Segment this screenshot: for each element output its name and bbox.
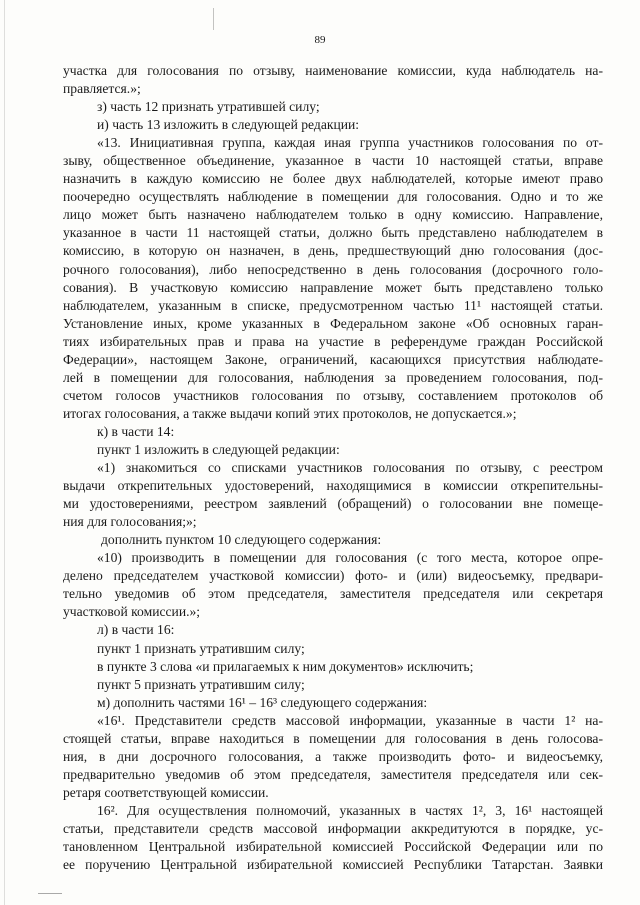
text-line: 16². Для осуществления полномочий, указанных в частях 1², 3, 16¹ настоящей: [97, 802, 603, 818]
text-line: «10) производить в помещении для голосования (с того места, которое опре-: [97, 550, 603, 566]
text-line: ния для голосования;»;: [63, 514, 197, 530]
text-line: выдачи открепительных удостоверений, находящимися в комиссии открепительны-: [63, 478, 603, 494]
text-line: ее поручению Центральной избирательной комиссией Республики Татарстан. Заявки: [63, 857, 603, 873]
text-line: «16¹. Представители средств массовой информации, указанные в части 1² на-: [97, 712, 603, 728]
text-line: зыву, общественное объединение, указанное в части 10 настоящей статьи, вправе: [63, 153, 603, 169]
text-line: правляется.»;: [63, 81, 141, 97]
text-line: л) в части 16:: [97, 622, 175, 638]
text-line: участка для голосования по отзыву, наименование комиссии, куда наблюдатель на-: [63, 63, 603, 78]
text-line: пункт 1 изложить в следующей редакции:: [97, 441, 340, 457]
text-line: делено председателем участковой комиссии) фото- и (или) видеосъемку, предвари-: [63, 568, 603, 584]
text-line: Установление иных, кроме указанных в Федеральном законе «Об основных гаран-: [63, 315, 603, 331]
text-line: тановленном Центральной избирательной комиссией Российской Федерации или по: [63, 839, 603, 855]
text-line: к) в части 14:: [97, 423, 175, 439]
text-line: и) часть 13 изложить в следующей редакции:: [97, 117, 360, 133]
text-line: «1) знакомиться со списками участников голосования по отзыву, с реестром: [97, 460, 603, 476]
text-line: м) дополнить частями 16¹ – 16³ следующего содержания:: [97, 694, 428, 710]
text-line: тельно уведомив об этом председателя, заместителя председателя или секретаря: [63, 586, 603, 602]
text-line: лей в помещении для голосования, наблюдения за проведением голосования, под-: [63, 369, 603, 385]
text-line: в пункте 3 слова «и прилагаемых к ним документов» исключить;: [97, 658, 474, 674]
text-line: наблюдателем, указанным в списке, предусмотренном частью 11¹ настоящей статьи.: [63, 297, 603, 313]
text-line: сования). В участковую комиссию направление может быть представлено только: [63, 279, 603, 295]
text-line: рочного голосования), либо непосредственно в день голосования (досрочного голо-: [63, 261, 603, 277]
text-line: назначить в каждую комиссию не более двух наблюдателей, которые имеют право: [63, 171, 603, 187]
page-number: 89: [314, 34, 326, 46]
text-line: итогах голосования, а также выдачи копий этих протоколов, не допускается.»;: [63, 405, 517, 421]
text-line: пункт 1 признать утратившим силу;: [97, 640, 305, 656]
text-line: участковой комиссии.»;: [63, 604, 201, 620]
text-line: счетом голосов участников голосования по отзыву, составлением протоколов об: [63, 387, 603, 403]
text-line: тиях избирательных прав и права на участие в референдуме граждан Российской: [63, 333, 603, 349]
text-line: «13. Инициативная группа, каждая иная группа участников голосования по от-: [97, 135, 603, 151]
scan-artifact-top-tick: [213, 8, 214, 30]
document-body: [63, 62, 603, 874]
text-line: указанное в части 11 настоящей статьи, должно быть представлено наблюдателем в: [63, 225, 603, 241]
text-line: комиссию, в которую он назначен, в день, предшествующий дню голосования (дос-: [63, 243, 603, 259]
text-line: Федерации», настоящем Законе, ограничений, касающихся присутствия наблюдате-: [63, 351, 603, 367]
text-line: ния, в дни досрочного голосования, а также производить фото- и видеосъемку,: [63, 748, 603, 764]
text-line: пункт 5 признать утратившим силу;: [97, 676, 305, 692]
text-line: лицо может быть назначено наблюдателем только в одну комиссию. Направление,: [63, 207, 603, 223]
text-line: дополнить пунктом 10 следующего содержания:: [101, 532, 382, 548]
text-line: ретаря соответствующей комиссии.: [63, 784, 269, 800]
text-line: поочередно осуществлять наблюдение в помещении для голосования. Одно и то же: [63, 189, 603, 205]
text-line: стоящей статьи, вправе находиться в помещении для голосования в день голосова-: [63, 730, 603, 746]
text-line: предварительно уведомив об этом председателя, заместителя председателя или сек-: [63, 766, 603, 782]
text-line: з) часть 12 признать утратившей силу;: [97, 99, 320, 115]
scan-artifact-bottom-dash: [38, 893, 62, 894]
text-line: статьи, представители средств массовой информации аккредитуются в порядке, ус-: [63, 820, 603, 836]
scan-artifact-left-edge: [4, 0, 5, 905]
text-line: ми удостоверениями, реестром заявлений (обращений) о голосовании вне помеще-: [63, 496, 603, 512]
